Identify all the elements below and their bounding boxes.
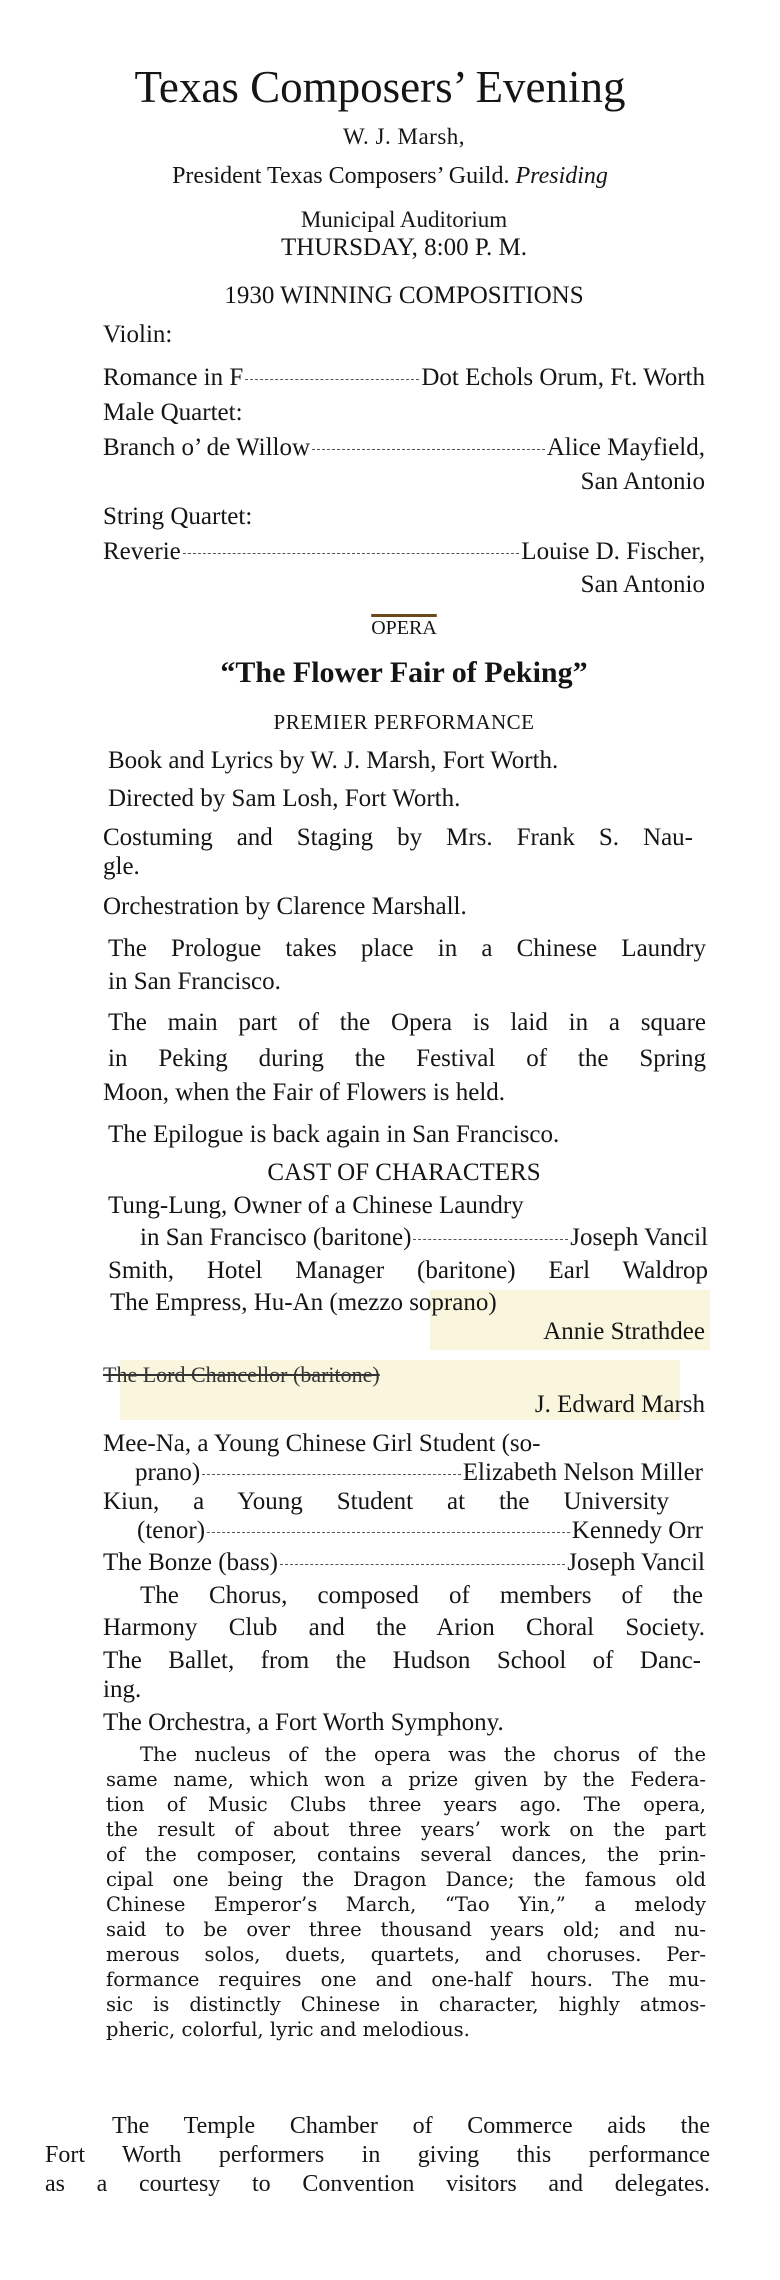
leader-dots xyxy=(245,379,419,380)
notes-line: merous solos, duets, quartets, and choruses. Per- xyxy=(106,1943,706,1966)
cast-actor: J. Edward Marsh xyxy=(534,1391,705,1418)
cast-role: The Empress, Hu-An (mezzo soprano) xyxy=(110,1289,497,1316)
opera-label-text: OPERA xyxy=(371,617,437,639)
actor: Elizabeth Nelson Miller xyxy=(462,1459,703,1486)
event-time: THURSDAY, 8:00 P. M. xyxy=(281,234,527,261)
leader-dots xyxy=(280,1564,565,1565)
actor: Joseph Vancil xyxy=(567,1549,705,1576)
piece: Branch o’ de Willow xyxy=(103,434,311,461)
presider-role xyxy=(80,161,700,191)
notes-line: said to be over three thousand years old; and nu- xyxy=(106,1918,706,1941)
chorus-line: Harmony Club and the Arion Choral Society. xyxy=(103,1614,705,1641)
role: (tenor) xyxy=(137,1517,206,1544)
ballet-line: The Ballet, from the Hudson School of Danc- xyxy=(103,1647,701,1674)
notes-line: of the composer, contains several dances, the prin- xyxy=(106,1843,706,1866)
notes-line: pheric, colorful, lyric and melodious. xyxy=(106,2018,470,2041)
notes-line: formance requires one and one-half hours. The mu- xyxy=(106,1968,706,1991)
epilogue-line: The Epilogue is back again in San Francisco. xyxy=(108,1121,560,1148)
leader-dots xyxy=(207,1532,570,1533)
violin-entry xyxy=(103,363,705,393)
composer: Louise D. Fischer, xyxy=(521,538,705,565)
role-struck: The Lord Chancellor (baritone) xyxy=(103,1362,380,1387)
string-quartet-entry xyxy=(103,537,705,567)
notes-line: sic is distinctly Chinese in character, highly atmos- xyxy=(106,1993,706,2016)
notes-line: tion of Music Clubs three years ago. The opera, xyxy=(106,1793,706,1816)
actor: Earl Waldrop xyxy=(548,1257,709,1284)
notes-line: Chinese Emperor’s March, “Tao Yin,” a melody xyxy=(106,1893,706,1916)
actor: Kennedy Orr xyxy=(571,1517,703,1544)
page-title: Texas Composers’ Evening xyxy=(134,62,626,112)
compositions-heading: 1930 WINNING COMPOSITIONS xyxy=(224,282,584,309)
leader-dots xyxy=(312,449,545,450)
chorus-line: The Chorus, composed of members of the xyxy=(140,1582,703,1609)
opera-subtitle: PREMIER PERFORMANCE xyxy=(273,710,535,734)
actor: Joseph Vancil xyxy=(570,1224,708,1251)
cast-role xyxy=(103,1360,705,1390)
main-part-line: Moon, when the Fair of Flowers is held. xyxy=(103,1079,506,1106)
notes-line: the result of about three years’ work on the part xyxy=(106,1818,706,1841)
violin-label: Violin: xyxy=(103,321,173,348)
role: prano) xyxy=(135,1459,201,1486)
cast-entry xyxy=(108,1256,708,1286)
piece: Romance in F xyxy=(103,364,244,391)
cast-entry xyxy=(103,1548,705,1578)
presider-note: Presiding xyxy=(515,163,608,189)
composer-city: San Antonio xyxy=(580,468,705,495)
ballet-line: ing. xyxy=(103,1676,142,1703)
cast-actor: Annie Strathdee xyxy=(543,1318,705,1345)
prologue-line: in San Francisco. xyxy=(108,968,281,995)
footer-line: Fort Worth performers in giving this performance xyxy=(45,2142,710,2168)
footer-line: as a courtesy to Convention visitors and delegates. xyxy=(45,2171,710,2197)
composer-city: San Antonio xyxy=(580,571,705,598)
presider-role-text: President Texas Composers’ Guild. xyxy=(172,163,510,189)
orchestra-line: The Orchestra, a Fort Worth Symphony. xyxy=(103,1709,504,1736)
male-quartet-label: Male Quartet: xyxy=(103,399,243,426)
notes-line: cipal one being the Dragon Dance; the famous old xyxy=(106,1868,706,1891)
main-part-line: in Peking during the Festival of the Spring xyxy=(108,1045,706,1072)
cast-entry xyxy=(137,1516,703,1546)
opera-title: “The Flower Fair of Peking” xyxy=(220,656,588,689)
cast-role: Tung-Lung, Owner of a Chinese Laundry xyxy=(108,1192,524,1219)
cast-role: Kiun, a Young Student at the University xyxy=(103,1488,669,1515)
role: in San Francisco (baritone) xyxy=(140,1224,412,1251)
leader-dots xyxy=(183,553,520,554)
notes-line: The nucleus of the opera was the chorus of the xyxy=(140,1743,706,1766)
opera-label xyxy=(103,613,705,643)
presider-name: W. J. Marsh, xyxy=(342,124,466,149)
string-quartet-label: String Quartet: xyxy=(103,503,253,530)
leader-dots xyxy=(202,1474,461,1475)
cast-heading: CAST OF CHARACTERS xyxy=(267,1159,541,1186)
credit-costuming: Costuming and Staging by Mrs. Frank S. Nau- xyxy=(103,824,693,851)
footer-line: The Temple Chamber of Commerce aids the xyxy=(112,2113,710,2139)
credit-director: Directed by Sam Losh, Fort Worth. xyxy=(108,785,461,812)
prologue-line: The Prologue takes place in a Chinese Laundry xyxy=(108,935,706,962)
cast-entry xyxy=(135,1458,703,1488)
role: The Bonze (bass) xyxy=(103,1549,278,1576)
composer: Alice Mayfield, xyxy=(546,434,705,461)
venue: Municipal Auditorium xyxy=(300,207,508,232)
main-part-line: The main part of the Opera is laid in a square xyxy=(108,1009,706,1036)
male-quartet-entry xyxy=(103,433,705,463)
credit-costuming-cont: gle. xyxy=(103,853,140,880)
cast-role: Mee-Na, a Young Chinese Girl Student (so- xyxy=(103,1430,541,1457)
leader-dots xyxy=(413,1239,568,1240)
piece: Reverie xyxy=(103,538,181,565)
composer: Dot Echols Orum, Ft. Worth xyxy=(421,364,705,391)
notes-line: same name, which won a prize given by the Federa- xyxy=(106,1768,706,1791)
credit-orchestration: Orchestration by Clarence Marshall. xyxy=(103,893,467,920)
credit-book: Book and Lyrics by W. J. Marsh, Fort Worth. xyxy=(108,747,559,774)
role: Smith, Hotel Manager (baritone) xyxy=(108,1257,516,1284)
cast-entry xyxy=(140,1223,708,1253)
